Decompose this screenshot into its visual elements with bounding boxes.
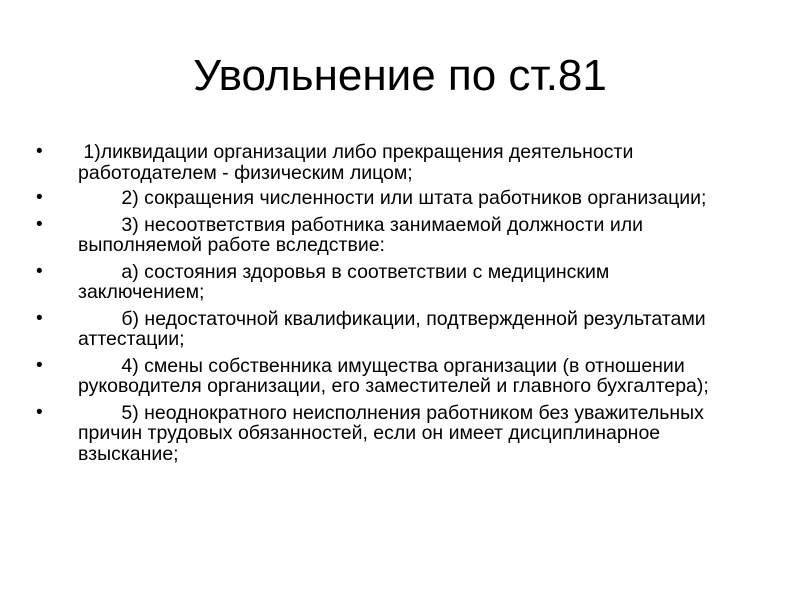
bullet-icon: •: [36, 260, 43, 282]
list-item: [36, 403, 736, 465]
list-item-text: 2) сокращения численности или штата работников организации;: [78, 187, 707, 209]
bullet-icon: •: [36, 187, 43, 208]
list-item-text: 5) неоднократного неисполнения работником без уважительных причин трудовых обязанностей, если он имеет дисциплинарное взыскание;: [78, 401, 710, 465]
slide-title: Увольнение по ст.81: [193, 51, 607, 100]
list-item: [36, 215, 736, 256]
list-item-text: а) состояния здоровья в соответствии с медицинским заключением;: [78, 260, 615, 303]
list-item-text: 1)ликвидации организации либо прекращения деятельности работодателем - физическим лицом;: [78, 141, 639, 184]
list-item: [36, 262, 736, 303]
bullet-icon: •: [36, 307, 43, 329]
list-item: [36, 142, 736, 183]
list-item-text: 3) несоответствия работника занимаемой должности или выполняемой работе вследствие:: [78, 213, 649, 256]
bullet-icon: •: [36, 213, 43, 235]
list-item-text: б) недостаточной квалификации, подтвержденной результатами аттестации;: [78, 307, 712, 350]
list-item: [36, 356, 736, 397]
bullet-icon: •: [36, 401, 43, 423]
list-item-text: 4) смены собственника имущества организации (в отношении руководителя организации, его заместителей и главного бухгалтера);: [78, 354, 709, 397]
list-item: [36, 309, 736, 350]
bullet-icon: •: [36, 354, 43, 376]
list-item: [36, 188, 736, 209]
bullet-list: [36, 142, 736, 470]
bullet-icon: •: [36, 141, 43, 162]
